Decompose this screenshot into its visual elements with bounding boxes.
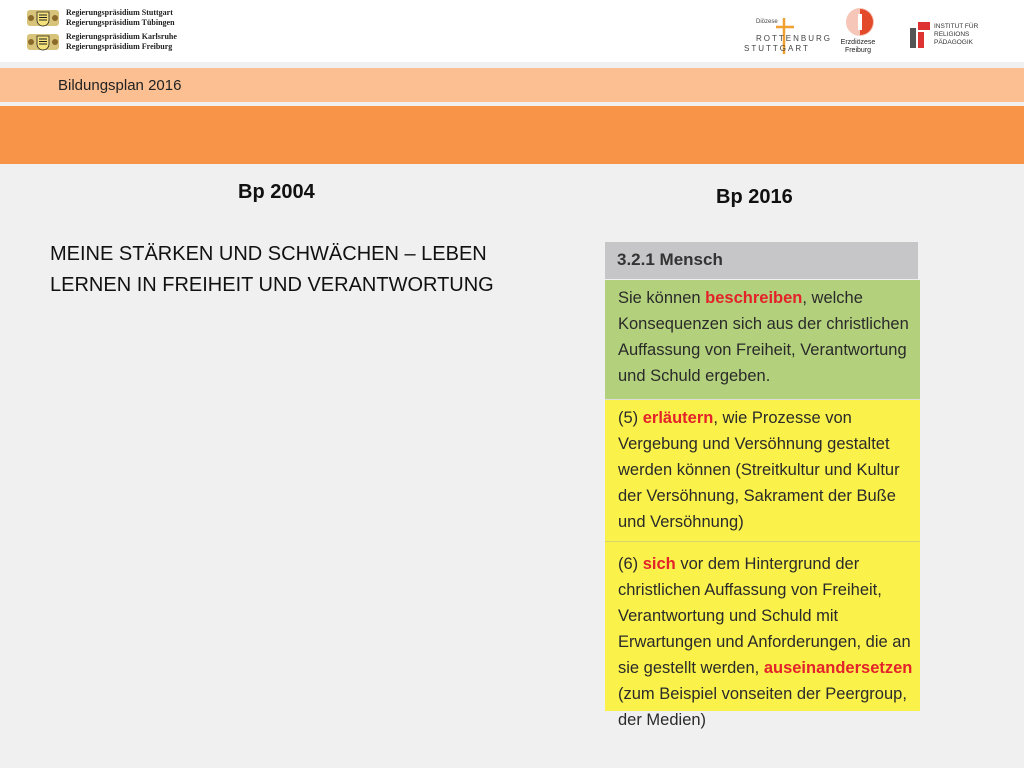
item5-number: (5): [618, 409, 643, 427]
ir-mark-icon: [908, 20, 932, 50]
bp2004-topic: MEINE STÄRKEN UND SCHWÄCHEN – LEBEN LERNEN IN FREIHEIT UND VERANTWORTUNG: [50, 243, 494, 296]
bp2004-title: Bp 2004: [238, 181, 315, 203]
rp-row-1: [26, 6, 177, 30]
rp-stuttgart: Regierungspräsidium Stuttgart: [66, 8, 173, 17]
item6-tail: (zum Beispiel vonseiten der Peergroup, der Medien): [618, 685, 907, 729]
ir-line-1: INSTITUT FÜR: [934, 23, 979, 30]
competence-item-5: [605, 399, 920, 542]
item5-keyword: erläutern: [642, 409, 714, 427]
header: [0, 0, 1024, 62]
rottenburg-label: ROTTENBURG: [756, 34, 832, 43]
orange-band: [0, 106, 1024, 164]
card-title: 3.2.1 Mensch: [605, 242, 918, 279]
bp2016-competence-card: [605, 242, 920, 729]
rottenburg-stuttgart-logo: [742, 16, 830, 56]
bp2016-title: Bp 2016: [716, 186, 793, 208]
stuttgart-label: STUTTGART: [744, 44, 810, 53]
rp-karlsruhe: Regierungspräsidium Karlsruhe: [66, 32, 177, 41]
item6-keyword-1: sich: [642, 555, 676, 573]
item6-keyword-2: auseinandersetzen: [763, 659, 913, 677]
freiburg-emblem-icon: [844, 6, 876, 38]
freiburg-line-2: Freiburg: [844, 47, 872, 54]
item6-number: (6): [618, 555, 643, 573]
item5-text: , wie Prozesse von Vergebung und Versöhnung gestaltet werden können (Streitkultur und Kultur der Versöhnung, Sakrament der Buße und Versöhnung): [618, 409, 900, 531]
intro-keyword: beschreiben: [705, 289, 803, 307]
ir-line-3: PÄDAGOGIK: [934, 39, 974, 46]
dioezese-label: Diözese: [756, 19, 778, 25]
institut-religionspaedagogik-logo: [908, 20, 992, 56]
rp-tuebingen: Regierungspräsidium Tübingen: [66, 18, 175, 27]
intro-post: , welche Konsequenzen sich aus der christlichen Auffassung von Freiheit, Verantwortung und Schuld ergeben.: [618, 289, 909, 385]
item6-text: vor dem Hintergrund der christlichen Auffassung von Freiheit, Verantwortung und Schuld mit Erwartungen und Anforderungen, die an sie gestellt werden,: [618, 555, 911, 677]
regierungspraesidien-logo: [26, 6, 177, 54]
competence-intro: [605, 280, 920, 399]
erzdioezese-freiburg-logo: [834, 6, 882, 58]
rp-freiburg: Regierungspräsidium Freiburg: [66, 42, 173, 51]
title-band: [0, 68, 1024, 102]
freiburg-line-1: Erzdiözese: [840, 39, 876, 46]
rp-row-2: [26, 30, 177, 54]
ir-line-2: RELIGIONS: [934, 31, 970, 38]
coat-of-arms-icon: [26, 8, 60, 28]
competence-item-6: [605, 542, 920, 729]
coat-of-arms-icon: [26, 32, 60, 52]
band-title: Bildungsplan 2016: [58, 77, 182, 94]
intro-pre: Sie können: [618, 289, 706, 307]
